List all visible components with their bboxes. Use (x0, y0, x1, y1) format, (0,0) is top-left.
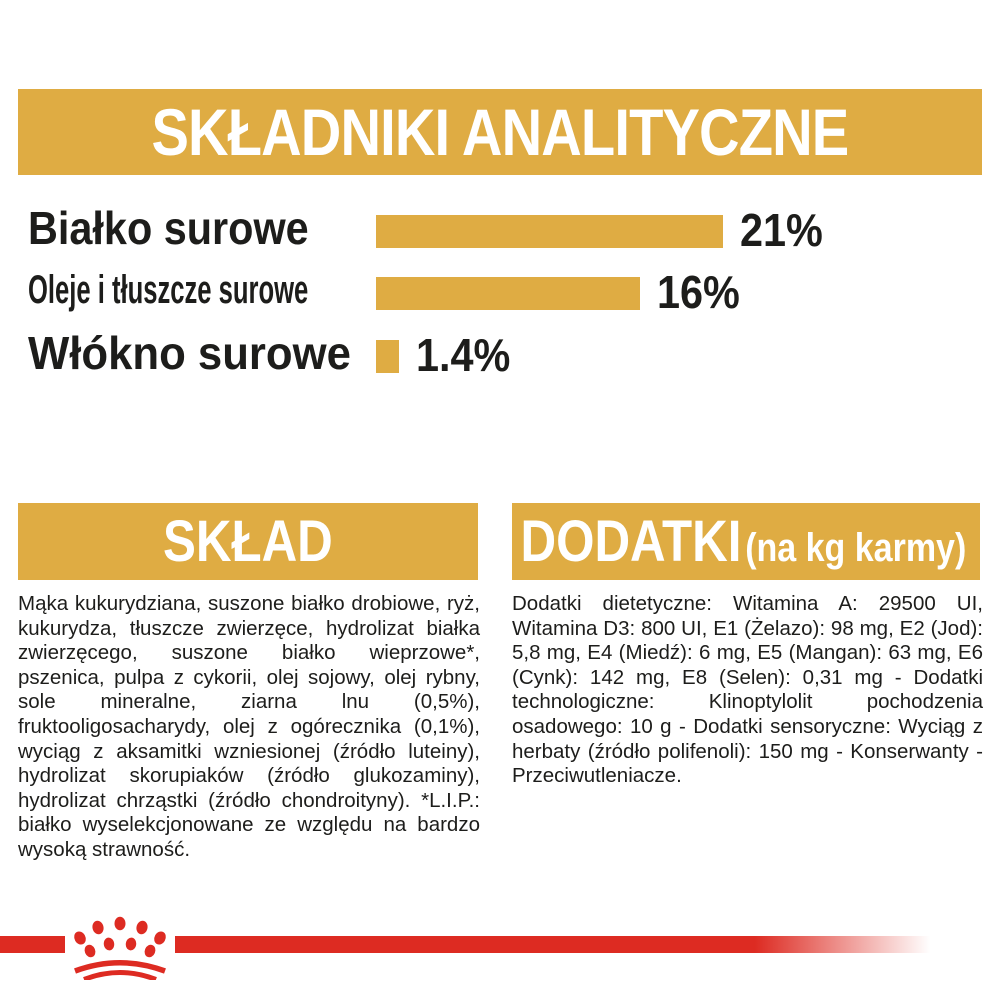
footer-red-stripe-left (0, 936, 65, 953)
additives-subtitle: (na kg karmy) (745, 526, 967, 570)
additives-body: Dodatki dietetyczne: Witamina A: 29500 UI, Witamina D3: 800 UI, E1 (Żelazo): 98 mg, E2 (Jod): 5,8 mg, E4 (Miedź): 6 mg, E5 (Mangan): 63 mg, E6 (Cynk): 142 mg, E8 (Selen): 0,31 mg - Dodatki technologiczne: Klinoptylolit pochodzenia osadowego: 10 g - Dodatki sensoryczne: Wyciąg z herbaty (źródło polifenoli): 150 mg - Konserwanty - Przeciwutleniacze. (512, 592, 983, 788)
page-title: SKŁADNIKI ANALITYCZNE (151, 95, 849, 169)
additives-title: DODATKI (520, 509, 742, 574)
composition-banner (18, 503, 478, 580)
chart-row-fats: Oleje i tłuszcze surowe 16% (28, 265, 740, 318)
analytical-constituents-banner (18, 89, 982, 175)
chart-row-fibre: Włókno surowe 1.4% (28, 326, 511, 381)
composition-body: Mąka kukurydziana, suszone białko drobiowe, ryż, kukurydza, tłuszcze zwierzęce, hydrolizat białka zwierzęcego, suszone białko wieprzowe*, pszenica, pulpa z cykorii, olej sojowy, olej rybny, sole mineralne, ziarna lnu (0,5%), fruktooligosacharydy, olej z ogórecznika (0,1%), wyciąg z aksamitki wzniesionej (źródło luteiny), hydrolizat skorupiaków (źródło glukozaminy), hydrolizat chrząstki (źródło chondroityny). *L.I.P.: białko wyselekcjonowane ze względu na bardzo wysoką strawność. (18, 592, 480, 861)
chart-bar (376, 215, 723, 248)
royal-canin-crown-icon (70, 916, 170, 980)
footer-red-stripe-right (175, 936, 938, 953)
composition-title: SKŁAD (163, 509, 333, 574)
chart-bar (376, 277, 640, 310)
additives-banner (512, 503, 980, 580)
chart-row-protein: Białko surowe 21% (28, 201, 823, 256)
chart-bar (376, 340, 399, 373)
